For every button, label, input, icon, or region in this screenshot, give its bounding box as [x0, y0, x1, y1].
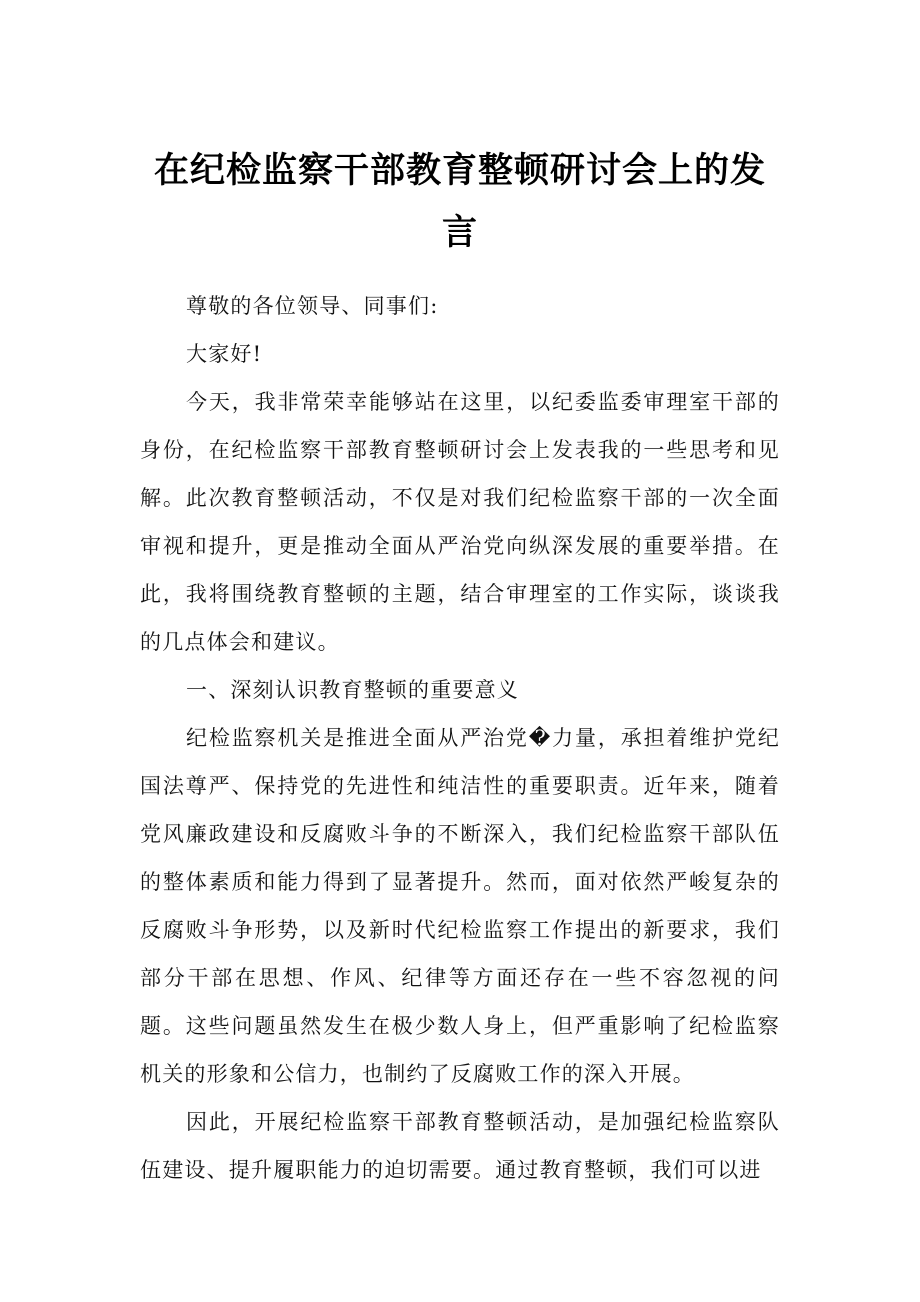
- section-heading: 一、深刻认识教育整顿的重要意义: [186, 678, 519, 702]
- body-paragraph: 纪检监察机关是推进全面从严治党�力量，承担着维护党纪国法尊严、保持党的先进性和纯洁性的重要职责。近年来，随着党风廉政建设和反腐败斗争的不断深入，我们纪检监察干部队伍的整体素质和能力得到了显著提升。然而，面对依然严峻复杂的反腐败斗争形势，以及新时代纪检监察工作提出的新要求，我们部分干部在思想、作风、纪律等方面还存在一些不容忽视的问题。这些问题虽然发生在极少数人身上，但严重影响了纪检监察机关的形象和公信力，也制约了反腐败工作的深入开展。: [140, 726, 780, 1086]
- greeting-paragraph: 大家好!: [186, 342, 263, 366]
- salutation-paragraph: 尊敬的各位领导、同事们:: [186, 294, 439, 318]
- document-title: 在纪检监察干部教育整顿研讨会上的发言: [153, 151, 766, 253]
- document-body: [140, 282, 780, 1194]
- body-paragraph: 因此，开展纪检监察干部教育整顿活动，是加强纪检监察队伍建设、提升履职能力的迫切需要。通过教育整顿，我们可以进: [140, 1110, 780, 1182]
- intro-paragraph: 今天，我非常荣幸能够站在这里，以纪委监委审理室干部的身份，在纪检监察干部教育整顿研讨会上发表我的一些思考和见解。此次教育整顿活动，不仅是对我们纪检监察干部的一次全面审视和提升，更是推动全面从严治党向纵深发展的重要举措。在此，我将围绕教育整顿的主题，结合审理室的工作实际，谈谈我的几点体会和建议。: [140, 390, 780, 654]
